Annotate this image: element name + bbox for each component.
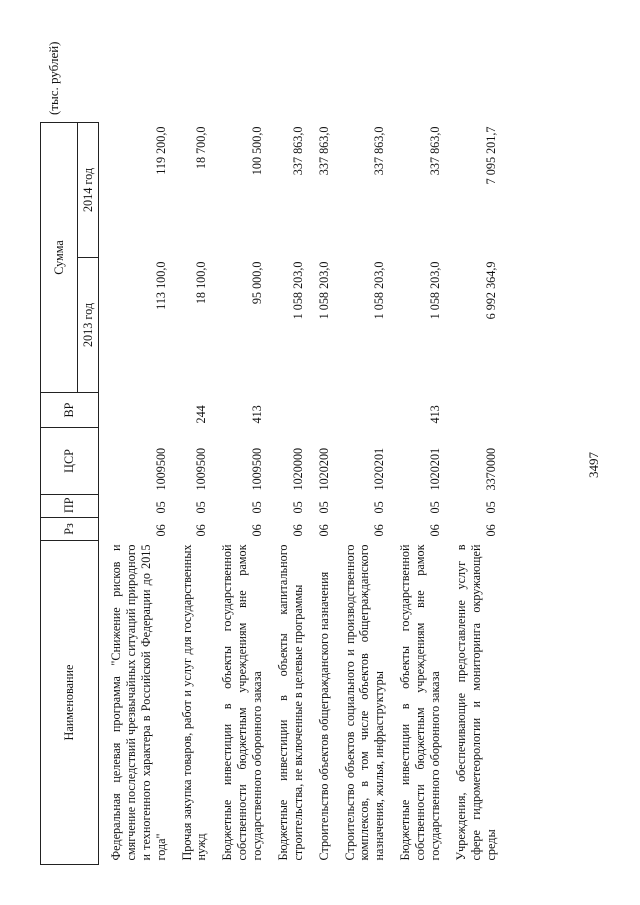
table-row <box>210 122 266 864</box>
row-csr: 1020000 <box>290 447 305 491</box>
header-2014: 2014 год <box>78 122 99 257</box>
units-label: (тыс. рублей) <box>46 41 61 115</box>
table-row <box>444 122 500 864</box>
row-name: Бюджетные инвестиции в объекты государственной собственности бюджетным учреждениям вне рамок государственного оборонного заказа <box>220 544 264 861</box>
table-row <box>99 122 170 864</box>
budget-table <box>40 122 499 865</box>
table-row <box>266 122 307 864</box>
table-row <box>388 122 444 864</box>
row-pr: 05 <box>194 501 209 514</box>
row-amount-2014: 337 863,0 <box>316 126 331 176</box>
row-csr: 1009500 <box>194 447 209 491</box>
table-row <box>170 122 211 864</box>
row-vr <box>266 393 307 428</box>
row-name: Строительство объектов социального и производственного комплексов, в том числе объектов общегражданского назначения, жилья, инфраструктуры <box>342 544 387 861</box>
row-amount-2013: 1 058 203,0 <box>290 261 305 320</box>
row-name: Прочая закупка товаров, работ и услуг для государственных нужд <box>179 544 209 861</box>
row-amount-2013: 6 992 364,9 <box>483 261 498 320</box>
row-csr: 1009500 <box>250 447 264 491</box>
row-amount-2014: 337 863,0 <box>427 126 442 176</box>
row-rz: 06 <box>153 524 168 537</box>
row-rz: 06 <box>372 524 387 537</box>
row-amount-2014: 337 863,0 <box>372 126 387 176</box>
header-pr: ПР <box>41 495 99 518</box>
row-pr: 05 <box>483 501 498 514</box>
row-vr: 244 <box>194 405 209 424</box>
row-name: Бюджетные инвестиции в объекты капитального строительства, не включенные в целевые программы <box>275 544 305 861</box>
row-amount-2013: 113 100,0 <box>153 261 168 310</box>
row-amount-2013: 1 058 203,0 <box>372 261 387 320</box>
header-2013: 2013 год <box>78 258 99 393</box>
row-amount-2013: 1 058 203,0 <box>316 261 331 320</box>
row-name: Бюджетные инвестиции в объекты государственной собственности бюджетным учреждениям вне рамок государственного оборонного заказа <box>398 544 442 861</box>
row-csr: 3370000 <box>483 447 498 491</box>
row-amount-2013: 18 100,0 <box>194 261 209 305</box>
row-vr <box>307 393 333 428</box>
row-rz: 06 <box>194 524 209 537</box>
row-vr: 413 <box>427 405 442 424</box>
row-pr: 05 <box>372 501 387 514</box>
header-rz: Рз <box>41 518 99 541</box>
row-amount-2014: 18 700,0 <box>194 126 209 170</box>
row-pr: 05 <box>290 501 305 514</box>
header-csr: ЦСР <box>41 428 99 495</box>
row-name: Учреждения, обеспечивающие предоставление услуг в сфере гидрометеорологии и мониторинга окружающей среды <box>453 544 498 861</box>
row-amount-2014: 119 200,0 <box>153 126 168 175</box>
row-pr: 05 <box>153 501 168 514</box>
row-amount-2014: 100 500,0 <box>250 126 264 176</box>
row-amount-2013: 95 000,0 <box>250 261 264 305</box>
page-number: 3497 <box>586 452 601 478</box>
header-name: Наименование <box>41 541 99 865</box>
row-name: Федеральная целевая программа "Снижение рисков и смягчение последствий чрезвычайных ситуаций природного и техногенного характера в Российской Федерации до 2015 года" <box>109 544 168 861</box>
row-csr: 1020201 <box>427 447 442 491</box>
row-rz: 06 <box>427 524 442 537</box>
header-vr: ВР <box>41 393 99 428</box>
table-row <box>333 122 389 864</box>
header-sum: Сумма <box>41 122 78 392</box>
row-rz: 06 <box>290 524 305 537</box>
table-header <box>41 122 99 864</box>
table-body <box>99 122 500 864</box>
row-csr: 1009500 <box>153 447 168 491</box>
row-rz: 06 <box>316 524 331 537</box>
row-amount-2014: 7 095 201,7 <box>483 126 498 185</box>
row-amount-2013: 1 058 203,0 <box>427 261 442 320</box>
row-vr <box>333 393 389 428</box>
row-pr: 05 <box>427 501 442 514</box>
row-vr <box>444 393 500 428</box>
row-rz: 06 <box>483 524 498 537</box>
row-vr <box>99 393 170 428</box>
row-name: Строительство объектов общегражданского назначения <box>316 571 331 861</box>
row-pr: 05 <box>250 501 264 514</box>
row-rz: 06 <box>250 524 264 537</box>
row-pr: 05 <box>316 501 331 514</box>
row-vr: 413 <box>250 405 264 424</box>
table-row <box>307 122 333 864</box>
row-amount-2014: 337 863,0 <box>290 126 305 176</box>
row-csr: 1020201 <box>372 447 387 491</box>
row-csr: 1020200 <box>316 447 331 491</box>
